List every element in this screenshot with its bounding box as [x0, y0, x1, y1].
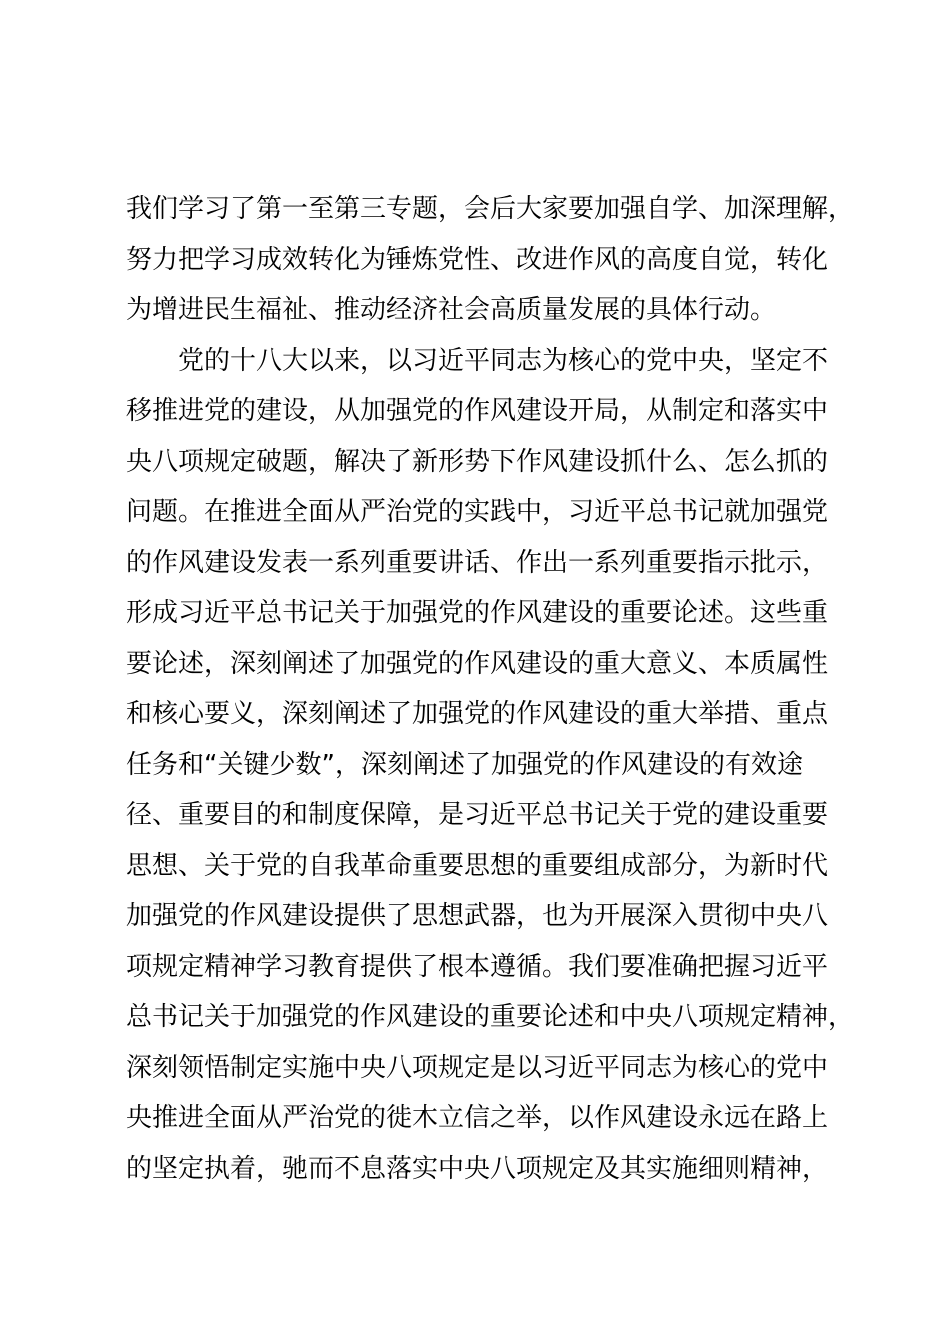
- text-line: 思想、关于党的自我革命重要思想的重要组成部分，为新时代: [126, 850, 829, 881]
- text-line: 深刻领悟制定实施中央八项规定是以习近平同志为核心的党中: [126, 1052, 829, 1083]
- text-line: 加强党的作风建设提供了思想武器，也为开展深入贯彻中央八: [126, 901, 829, 931]
- text-line: 的作风建设发表一系列重要讲话、作出一系列重要指示批示，: [126, 547, 829, 578]
- text-line: 的坚定执着，驰而不息落实中央八项规定及其实施细则精神，: [126, 1153, 829, 1184]
- text-line: 央八项规定破题，解决了新形势下作风建设抓什么、怎么抓的: [126, 446, 829, 477]
- text-line: 问题。在推进全面从严治党的实践中，习近平总书记就加强党: [126, 497, 829, 527]
- text-line: 任务和“关键少数”，深刻阐述了加强党的作风建设的有效途: [126, 749, 803, 780]
- text-line: 形成习近平总书记关于加强党的作风建设的重要论述。这些重: [126, 598, 829, 628]
- text-line: 努力把学习成效转化为锤炼党性、改进作风的高度自觉，转化: [126, 244, 829, 275]
- text-line: 总书记关于加强党的作风建设的重要论述和中央八项规定精神，: [126, 1002, 855, 1032]
- text-line: 移推进党的建设，从加强党的作风建设开局，从制定和落实中: [126, 396, 829, 426]
- paragraph-start-line: 党的十八大以来，以习近平同志为核心的党中央，坚定不: [126, 345, 829, 376]
- text-line: 要论述，深刻阐述了加强党的作风建设的重大意义、本质属性: [126, 648, 829, 679]
- text-line: 我们学习了第一至第三专题，会后大家要加强自学、加深理解，: [126, 194, 855, 224]
- body-text: [126, 184, 866, 1194]
- text-line: 项规定精神学习教育提供了根本遵循。我们要准确把握习近平: [126, 951, 829, 982]
- text-line: 央推进全面从严治党的徙木立信之举，以作风建设永远在路上: [126, 1103, 829, 1133]
- text-line: 径、重要目的和制度保障，是习近平总书记关于党的建设重要: [126, 800, 829, 830]
- text-line: 和核心要义，深刻阐述了加强党的作风建设的重大举措、重点: [126, 699, 829, 729]
- text-line: 为增进民生福祉、推动经济社会高质量发展的具体行动。: [126, 295, 777, 325]
